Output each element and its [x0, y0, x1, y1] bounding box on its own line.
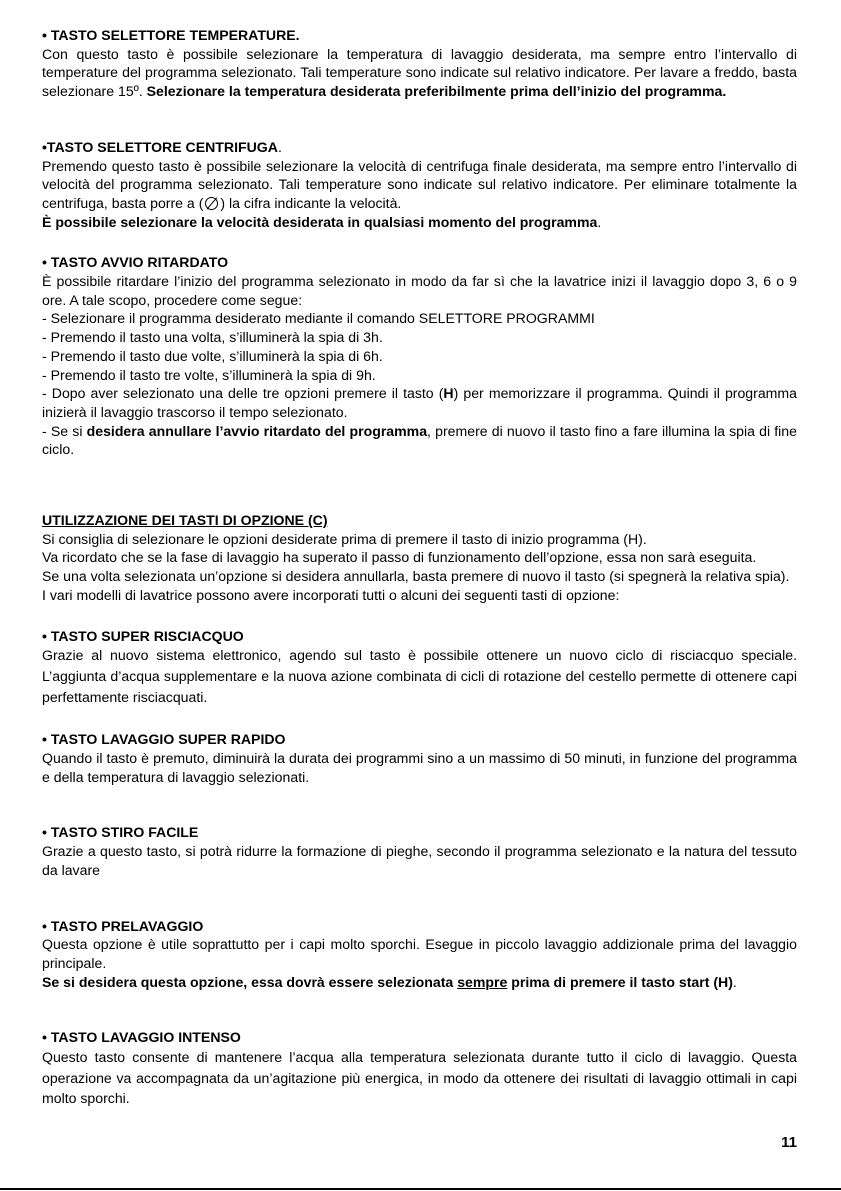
page-number: 11	[781, 1134, 797, 1151]
section-paragraph: Se una volta selezionata un’opzione si desidera annullarla, basta premere di nuovo il tasto (si spegnerà la relativa spia).	[42, 568, 790, 585]
section-paragraph: Con questo tasto è possibile selezionare la temperatura di lavaggio desiderata, ma sempre entro l’intervallo di temperature del programma selezionato. Tali temperature sono indicate sul relativo indicatore. Per lavare a freddo, basta selezionare 15º. Selezionare la temperatura desiderata preferibilmente prima dell’inizio del programma.	[42, 45, 797, 100]
section-paragraph: Grazie a questo tasto, si potrà ridurre la formazione di pieghe, secondo il programma selezionato e la natura del tessuto da lavare	[42, 843, 797, 878]
list-item: - Se si desidera annullare l’avvio ritardato del programma, premere di nuovo il tasto fino a fare illumina la spia di fine ciclo.	[42, 422, 797, 458]
section-heading: •TASTO SELETTORE CENTRIFUGA.	[42, 138, 282, 155]
section-paragraph: Questo tasto consente di mantenere l’acqua alla temperatura selezionata durante tutto il ciclo di lavaggio. Questa operazione va accompagnata da un’agitazione più energica, in modo da ottenere dei risultati di lavaggio ottimali in capi molto sporchi.	[42, 1049, 797, 1107]
section-super-rinse	[42, 627, 797, 709]
list-item: - Premendo il tasto due volte, s’illuminerà la spia di 6h.	[42, 347, 383, 364]
section-heading: • TASTO LAVAGGIO INTENSO	[42, 1029, 241, 1046]
section-intensive-wash	[42, 1028, 797, 1108]
list-item: - Selezionare il programma desiderato mediante il comando SELETTORE PROGRAMMI	[42, 310, 595, 327]
section-heading: • TASTO SELETTORE TEMPERATURE.	[42, 27, 300, 43]
crossed-circle-icon	[205, 197, 218, 210]
section-paragraph: Questa opzione è utile soprattutto per i capi molto sporchi. Esegue in piccolo lavaggio addizionale prima del lavaggio principale.	[42, 936, 797, 971]
section-paragraph: Quando il tasto è premuto, diminuirà la durata dei programmi sino a un massimo di 50 minuti, in funzione del programma e della temperatura di lavaggio selezionati.	[42, 749, 797, 785]
section-delayed-start	[42, 253, 797, 459]
section-spin-selector	[42, 138, 797, 232]
section-note: Se si desidera questa opzione, essa dovrà essere selezionata sempre prima di premere il tasto start (H).	[42, 973, 737, 990]
section-easy-iron	[42, 823, 797, 879]
section-paragraph: Si consiglia di selezionare le opzioni desiderate prima di premere il tasto di inizio programma (H).	[42, 530, 647, 547]
section-paragraph: I vari modelli di lavatrice possono avere incorporati tutti o alcuni dei seguenti tasti di opzione:	[42, 586, 620, 603]
bottom-divider	[0, 1188, 841, 1190]
document-body	[42, 26, 797, 1109]
section-paragraph: Premendo questo tasto è possibile selezionare la velocità di centrifuga finale desiderata, ma sempre entro l’intervallo di velocità del programma selezionato. Tali temperature sono indicate sul relativo indicatore. Per eliminare totalmente la centrifuga, basta porre a ( ) la cifra indicante la velocità.	[42, 157, 797, 211]
section-option-buttons	[42, 511, 797, 605]
section-heading: • TASTO AVVIO RITARDATO	[42, 254, 229, 271]
list-item: - Premendo il tasto una volta, s’illuminerà la spia di 3h.	[42, 329, 383, 346]
section-prewash	[42, 917, 797, 992]
section-temperature-selector	[42, 26, 797, 101]
list-item: - Premendo il tasto tre volte, s’illuminerà la spia di 9h.	[42, 366, 376, 383]
section-super-quick-wash	[42, 730, 797, 786]
section-note: È possibile selezionare la velocità desiderata in qualsiasi momento del programma.	[42, 213, 602, 230]
section-heading: UTILIZZAZIONE DEI TASTI DI OPZIONE (C)	[42, 512, 328, 529]
section-heading: • TASTO LAVAGGIO SUPER RAPIDO	[42, 731, 286, 748]
section-heading: • TASTO SUPER RISCIACQUO	[42, 627, 244, 644]
section-paragraph: È possibile ritardare l’inizio del programma selezionato in modo da far sì che la lavatrice inizi il lavaggio dopo 3, 6 o 9 ore. A tale scopo, procedere come segue:	[42, 273, 797, 308]
section-heading: • TASTO PRELAVAGGIO	[42, 917, 204, 934]
section-paragraph: Grazie al nuovo sistema elettronico, agendo sul tasto è possibile ottenere un nuovo ciclo di risciacquo speciale. L’aggiunta d’acqua supplementare e la nuova azione combinata di cicli di rotazione del cestello permette di ottenere capi perfettamente risciacquati.	[42, 647, 797, 706]
section-heading: • TASTO STIRO FACILE	[42, 824, 199, 841]
section-paragraph: Va ricordato che se la fase di lavaggio ha superato il passo di funzionamento dell’opzione, essa non sarà eseguita.	[42, 549, 757, 566]
list-item: - Dopo aver selezionato una delle tre opzioni premere il tasto (H) per memorizzare il programma. Quindi il programma inizierà il lavaggio trascorso il tempo selezionato.	[42, 385, 797, 420]
